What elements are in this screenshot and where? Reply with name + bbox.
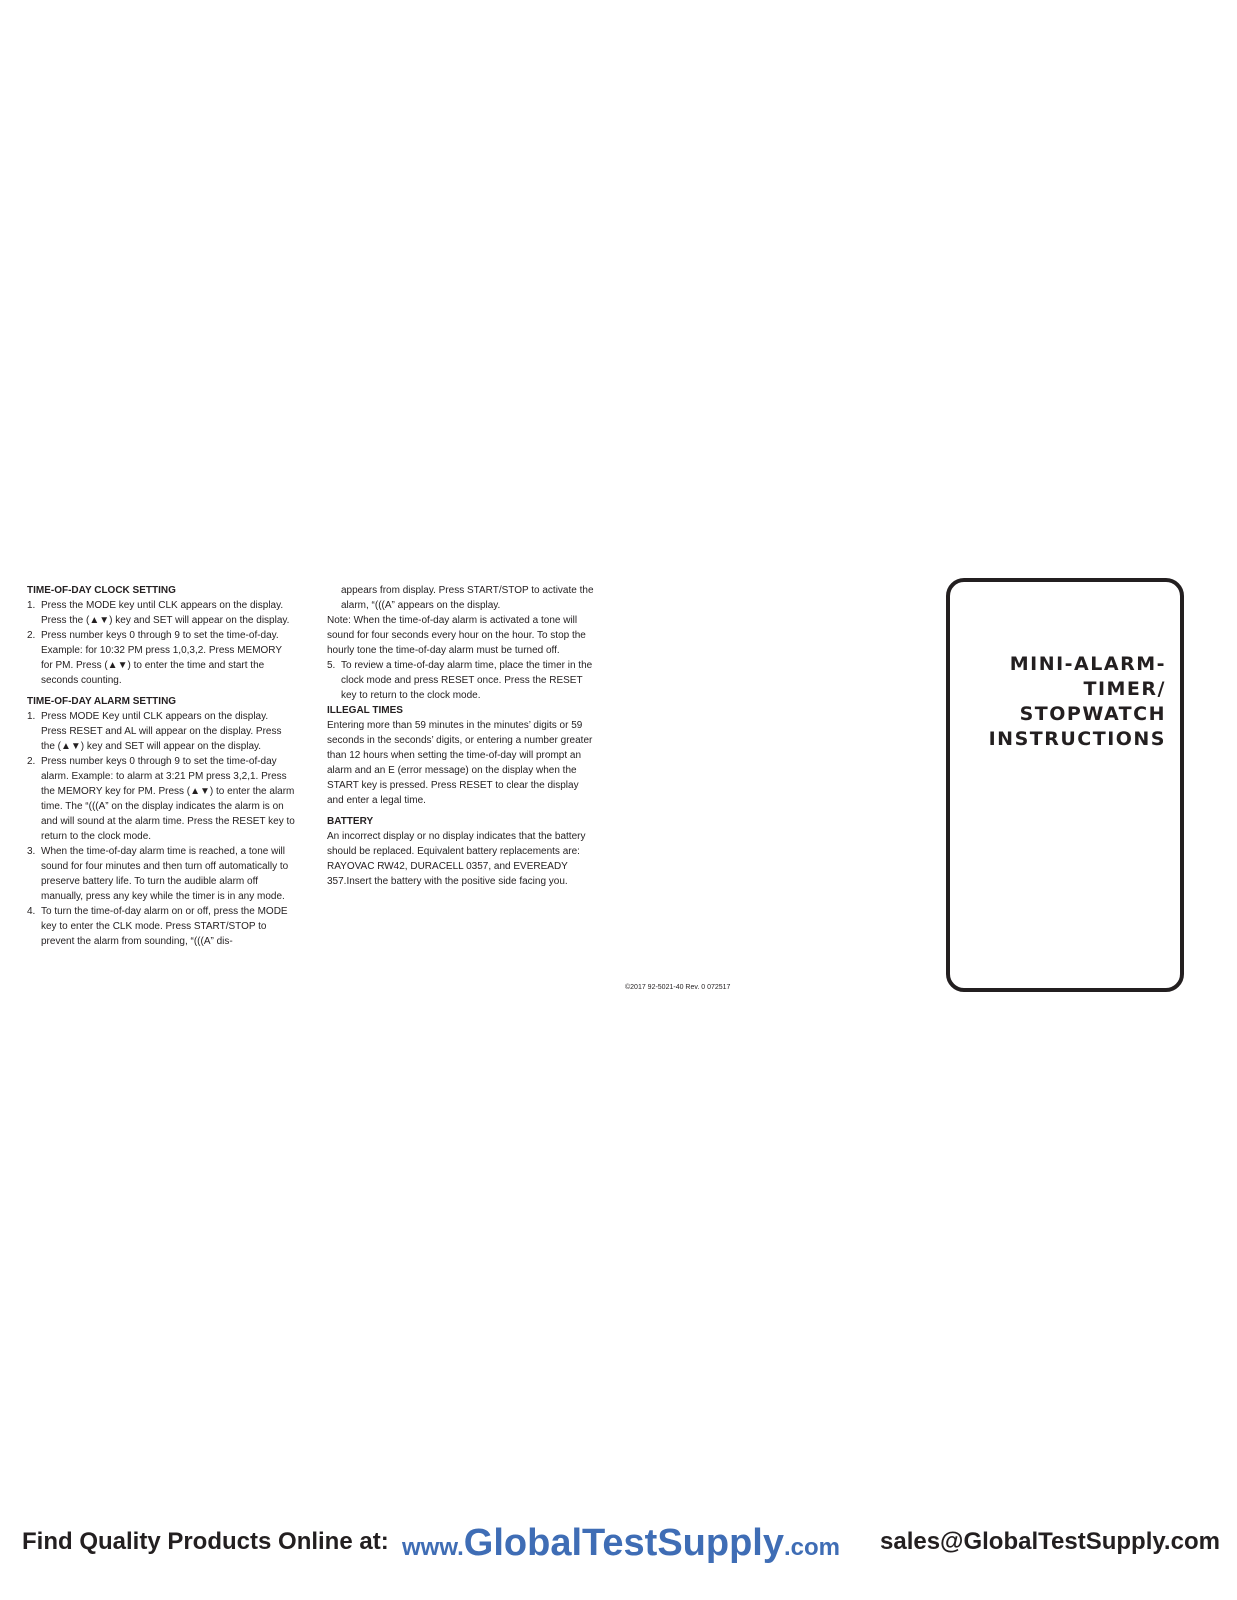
step-text: Press the MODE key until CLK appears on the display. Press the (▲▼) key and SET will appear on the display. [41,600,290,626]
step-text: To review a time-of-day alarm time, place the timer in the clock mode and press RESET once. Press the RESET key to return to the clock mode. [341,660,593,701]
alarm-setting-section [27,694,295,949]
step-text: To turn the time-of-day alarm on or off, press the MODE key to enter the CLK mode. Press START/STOP to prevent the alarm from sounding, “(((A” dis- [41,906,288,947]
step-number: 3. [27,846,36,857]
list-item [27,904,295,949]
step-number: 2. [27,756,36,767]
website-link[interactable] [402,1522,840,1565]
step-4-continuation: appears from display. Press START/STOP to activate the alarm, “(((A” appears on the display. [341,585,594,611]
illegal-times-section [327,703,595,808]
url-prefix: www. [402,1534,464,1561]
step-text: Press number keys 0 through 9 to set the time-of-day. Example: for 10:32 PM press 1,0,3,2. Press MEMORY for PM. Press (▲▼) to enter the time and start the seconds counting. [41,630,282,686]
step-text: Press number keys 0 through 9 to set the time-of-day alarm. Example: to alarm at 3:21 PM press 3,2,1. Press the MEMORY key for PM. Press (▲▼) to enter the alarm time. The “(((A” on the display indicates the alarm is on and will sound at the alarm time. Press the RESET key to return to the clock mode. [41,756,295,842]
section-heading: BATTERY [327,816,374,827]
step-number: 2. [27,630,36,641]
step-number: 4. [27,906,36,917]
step-number: 1. [27,711,36,722]
step-number: 5. [327,660,336,671]
section-text: Entering more than 59 minutes in the minutes’ digits or 59 seconds in the seconds’ digits, or entering a number greater than 12 hours when setting the time-of-day will prompt an alarm and an E (error message) on the display when the START key is pressed. Press RESET to clear the display and enter a legal time. [327,720,593,806]
cover-title-panel [946,578,1184,992]
list-item [327,658,595,703]
cover-title [989,652,1166,752]
step-text: Press MODE Key until CLK appears on the display. Press RESET and AL will appear on the display. Press the (▲▼) key and SET will appear on the display. [41,711,282,752]
list-item [27,598,295,628]
clock-setting-section [27,583,295,688]
step-number: 1. [27,600,36,611]
list-item [27,844,295,904]
list-item [27,709,295,754]
section-heading: ILLEGAL TIMES [327,705,403,716]
title-line: STOPWATCH [1019,703,1166,725]
url-domain: GlobalTestSupply [463,1522,784,1564]
sales-email-link[interactable]: sales@GlobalTestSupply.com [880,1528,1220,1555]
title-line: MINI-ALARM- [1009,653,1166,675]
title-line: TIMER/ [1083,678,1166,700]
list-item [27,754,295,844]
footer-banner [0,1522,1237,1566]
copyright-text: ©2017 92-5021-40 Rev. 0 072517 [625,984,731,991]
instructions-column-1 [27,583,295,955]
section-heading: TIME-OF-DAY CLOCK SETTING [27,585,176,596]
url-suffix: .com [784,1534,841,1561]
footer-tagline: Find Quality Products Online at: [22,1528,389,1555]
list-item [27,628,295,688]
title-line: INSTRUCTIONS [988,728,1166,750]
step-text: When the time-of-day alarm time is reached, a tone will sound for four minutes and then turn off automatically to preserve battery life. To turn the audible alarm off manually, press any key while the timer is in any mode. [41,846,289,902]
battery-section [327,814,595,889]
instructions-column-2 [327,583,595,895]
hourly-tone-note: Note: When the time-of-day alarm is activated a tone will sound for four seconds every hour on the hour. To stop the hourly tone the time-of-day alarm must be turned off. [327,615,586,656]
section-text: An incorrect display or no display indicates that the battery should be replaced. Equivalent battery replacements are: RAYOVAC RW42, DURACELL 0357, and EVEREADY 357.Insert the battery with the positive side facing you. [327,831,586,887]
section-heading: TIME-OF-DAY ALARM SETTING [27,696,177,707]
